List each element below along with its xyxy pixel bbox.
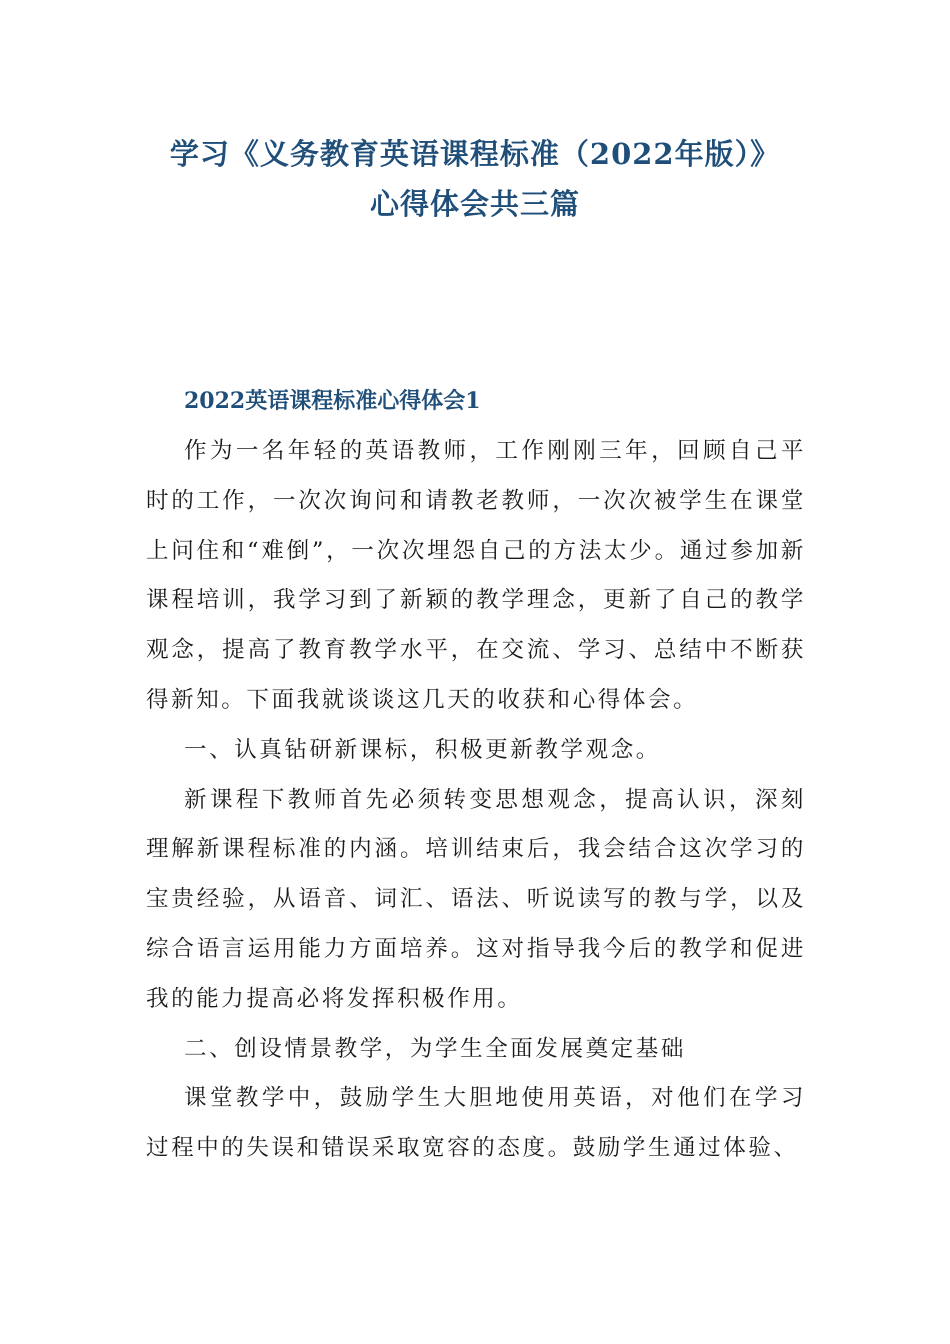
document-title-line-1: 学习《义务教育英语课程标准（2022年版）》 [169,137,781,171]
paragraph-point-2-body: 课堂教学中，鼓励学生大胆地使用英语，对他们在学习过程中的失误和错误采取宽容的态度。鼓励学生通过体验、 [146,1085,806,1162]
document-body [146,427,806,1174]
paragraph-point-1-heading: 一、认真钻研新课标，积极更新教学观念。 [184,736,661,763]
paragraph-point-2-heading: 二、创设情景教学，为学生全面发展奠定基础 [184,1035,687,1062]
document-title-line-2: 心得体会共三篇 [369,187,580,221]
paragraph-intro: 作为一名年轻的英语教师，工作刚刚三年，回顾自己平时的工作，一次次询问和请教老教师，一次次被学生在课堂上问住和“难倒”，一次次埋怨自己的方法太少。通过参加新课程培训，我学习到了新颖的教学理念，更新了自己的教学观念，提高了教育教学水平，在交流、学习、总结中不断获得新知。下面我就谈谈这几天的收获和心得体会。 [146,438,806,713]
paragraph-point-1-body: 新课程下教师首先必须转变思想观念，提高认识，深刻理解新课程标准的内涵。培训结束后，我会结合这次学习的宝贵经验，从语音、词汇、语法、听说读写的教与学，以及综合语言运用能力方面培养。这对指导我今后的教学和促进我的能力提高必将发挥积极作用。 [146,786,806,1012]
section-heading: 2022英语课程标准心得体会1 [184,388,481,414]
